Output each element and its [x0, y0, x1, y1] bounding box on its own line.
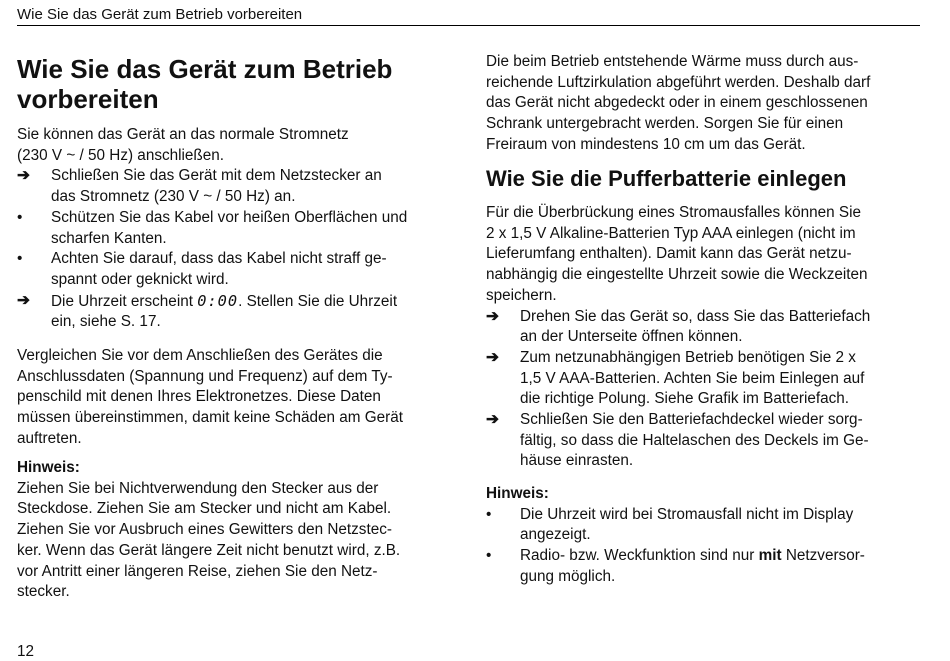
- page-number: 12: [17, 643, 35, 660]
- step-text: an der Unterseite öffnen können.: [520, 328, 743, 346]
- step-text: fältig, so dass die Haltelaschen des Deckels im Ge-: [520, 431, 869, 449]
- paragraph-line: Freiraum von mindestens 10 cm um das Gerät.: [486, 135, 806, 153]
- compare-paragraph: [17, 346, 457, 450]
- bullet-item: [486, 505, 920, 546]
- paragraph-line: müssen übereinstimmen, damit keine Schäden am Gerät: [17, 409, 404, 427]
- paragraph-line: Vergleichen Sie vor dem Anschließen des Gerätes die: [17, 347, 383, 364]
- note-line: ker. Wenn das Gerät längere Zeit nicht benutzt wird, z.B.: [17, 541, 401, 559]
- bullet-icon: •: [486, 505, 492, 523]
- paragraph-line: Schrank untergebracht werden. Sorgen Sie für einen: [486, 115, 844, 133]
- paragraph-line: Anschlussdaten (Spannung und Frequenz) auf dem Ty-: [17, 367, 393, 385]
- header-rule: [17, 25, 920, 26]
- arrow-icon: ➔: [486, 307, 499, 325]
- step-text: Drehen Sie das Gerät so, dass Sie das Batteriefach: [520, 307, 871, 325]
- page-title: [17, 54, 457, 114]
- bullet-text: scharfen Kanten.: [51, 229, 167, 247]
- bullet-text: gung möglich.: [520, 567, 616, 585]
- paragraph-line: reichende Luftzirkulation abgeführt werden. Deshalb darf: [486, 73, 871, 91]
- paragraph-line: Die beim Betrieb entstehende Wärme muss durch aus-: [486, 53, 859, 70]
- bullet-item: [17, 208, 457, 249]
- emphasis-text: mit: [758, 547, 782, 565]
- paragraph-line: das Gerät nicht abgedeckt oder in einem geschlossenen: [486, 94, 868, 112]
- bullet-icon: •: [486, 547, 492, 565]
- paragraph-line: penschild mit denen Ihres Elektronetzes. Diese Daten: [17, 388, 381, 406]
- paragraph-line: speichern.: [486, 286, 557, 304]
- arrow-icon: ➔: [17, 291, 30, 309]
- bullet-text: Achten Sie darauf, dass das Kabel nicht straff ge-: [51, 250, 387, 268]
- bullet-icon: •: [17, 250, 23, 268]
- step-item: [486, 410, 920, 472]
- bullet-text: angezeigt.: [520, 526, 591, 544]
- step-text: das Stromnetz (230 V ~ / 50 Hz) an.: [51, 188, 296, 206]
- note-label: Hinweis:: [486, 485, 549, 502]
- bullet-item: [486, 546, 920, 587]
- step-text: 1,5 V AAA-Batterien. Achten Sie beim Einlegen auf: [520, 369, 865, 387]
- paragraph-line: nabhängig die eingestellte Uhrzeit sowie die Weckzeiten: [486, 266, 868, 284]
- note-line: Steckdose. Ziehen Sie am Stecker und nicht am Kabel.: [17, 500, 392, 518]
- note-label: Hinweis:: [17, 459, 80, 476]
- step-text: Schließen Sie den Batteriefachdeckel wieder sorg-: [520, 411, 863, 429]
- note-line: Ziehen Sie bei Nichtverwendung den Stecker aus der: [17, 479, 379, 497]
- note-block: [486, 484, 920, 588]
- step-text: . Stellen Sie die Uhrzeit: [238, 292, 398, 310]
- step-item: [486, 348, 920, 410]
- step-text: ein, siehe S. 17.: [51, 313, 161, 331]
- bullet-text: Netzversor-: [781, 547, 865, 565]
- bullet-icon: •: [17, 208, 23, 226]
- paragraph-line: 2 x 1,5 V Alkaline-Batterien Typ AAA einlegen (nicht im: [486, 224, 856, 242]
- running-header: Wie Sie das Gerät zum Betrieb vorbereiten: [17, 6, 303, 23]
- section-title: Wie Sie die Pufferbatterie einlegen: [486, 166, 847, 191]
- intro-line: Sie können das Gerät an das normale Stromnetz: [17, 126, 349, 143]
- step-text: Schließen Sie das Gerät mit dem Netzstecker an: [51, 167, 382, 185]
- paragraph-line: Für die Überbrückung eines Stromausfalles können Sie: [486, 204, 861, 221]
- note-block: [17, 458, 457, 603]
- note-line: vor Antritt einer längeren Reise, ziehen Sie den Netz-: [17, 562, 378, 580]
- battery-block: [486, 203, 920, 472]
- intro-block: [17, 125, 457, 333]
- arrow-icon: ➔: [17, 167, 30, 185]
- step-item: [17, 166, 457, 207]
- step-item: [17, 291, 457, 333]
- bullet-item: [17, 249, 457, 290]
- bullet-text: Schützen Sie das Kabel vor heißen Oberflächen und: [51, 208, 408, 226]
- step-text: häuse einrasten.: [520, 452, 634, 470]
- display-reading: 0:00: [197, 291, 239, 310]
- note-line: Ziehen Sie vor Ausbruch eines Gewitters den Netzstec-: [17, 521, 392, 539]
- step-item: [486, 307, 920, 348]
- arrow-icon: ➔: [486, 411, 499, 429]
- step-text: die richtige Polung. Siehe Grafik im Batteriefach.: [520, 390, 850, 408]
- step-text: Zum netzunabhängigen Betrieb benötigen Sie 2 x: [520, 348, 856, 366]
- paragraph-line: auftreten.: [17, 429, 82, 447]
- step-text: Die Uhrzeit erscheint: [51, 292, 198, 310]
- paragraph-line: Lieferumfang enthalten). Damit kann das Gerät netzu-: [486, 245, 852, 263]
- bullet-text: Radio- bzw. Weckfunktion sind nur: [520, 547, 759, 565]
- intro-line: (230 V ~ / 50 Hz) anschließen.: [17, 146, 225, 164]
- bullet-text: Die Uhrzeit wird bei Stromausfall nicht im Display: [520, 505, 854, 523]
- bullet-text: spannt oder geknickt wird.: [51, 270, 229, 288]
- page-title-line-2: vorbereiten: [17, 84, 159, 114]
- page-title-line-1: Wie Sie das Gerät zum Betrieb: [17, 54, 393, 84]
- arrow-icon: ➔: [486, 348, 499, 366]
- note-line: stecker.: [17, 583, 70, 601]
- heat-paragraph: [486, 52, 920, 156]
